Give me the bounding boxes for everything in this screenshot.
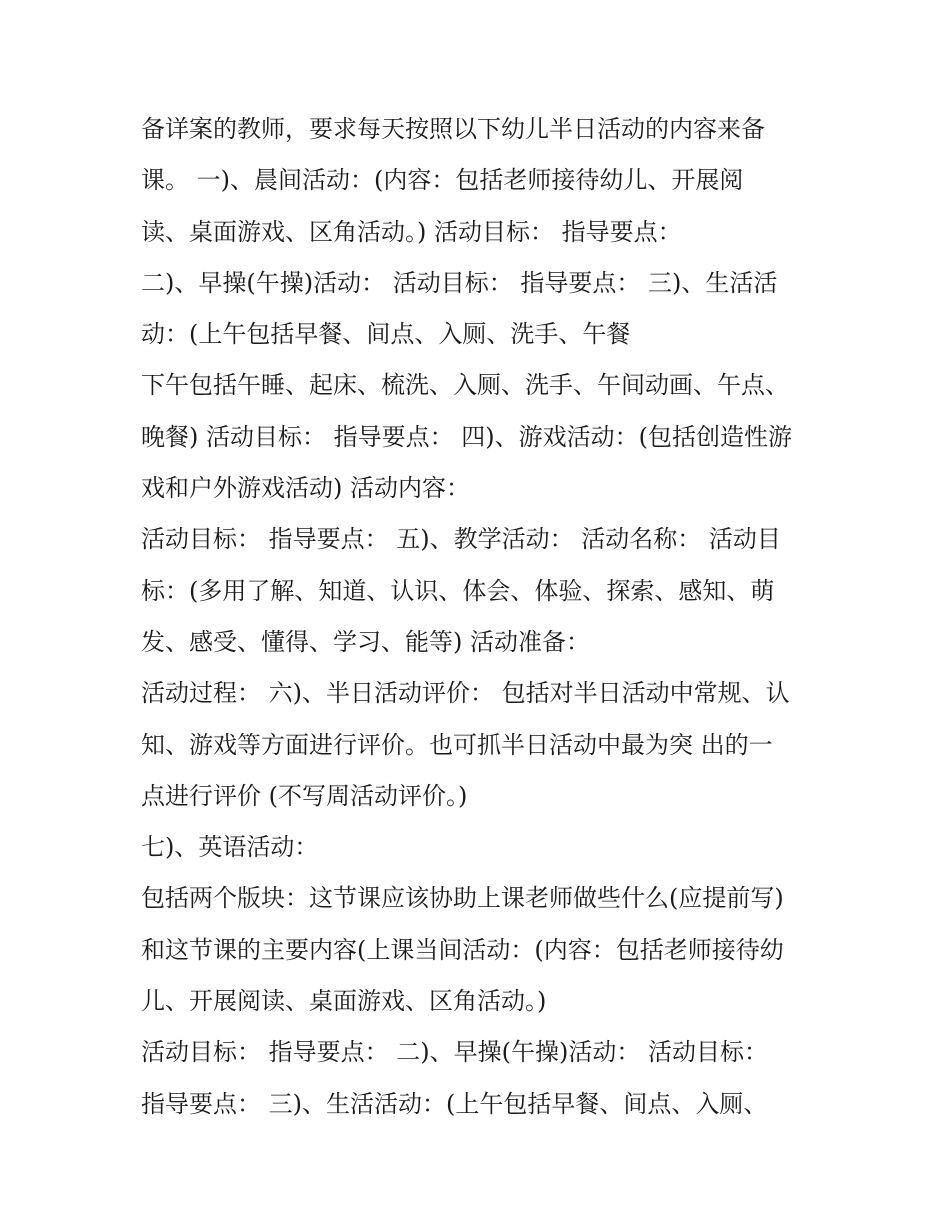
text-line: 晚餐) 活动目标： 指导要点： 四)、游戏活动：(包括创造性游 — [141, 422, 792, 451]
text-line: 点进行评价 (不写周活动评价。) — [141, 781, 468, 810]
text-line: 下午包括午睡、起床、梳洗、入厕、洗手、午间动画、午点、 — [141, 371, 789, 400]
text-line: 和这节课的主要内容(上课当间活动：(内容：包括老师接待幼 — [141, 935, 784, 964]
text-line: 活动目标： 指导要点： 五)、教学活动： 活动名称： 活动目 — [141, 525, 781, 554]
text-line: 知、游戏等方面进行评价。也可抓半日活动中最为突 出的一 — [141, 730, 773, 759]
text-line: 戏和户外游戏活动) 活动内容： — [141, 474, 470, 503]
text-line: 包括两个版块：这节课应该协助上课老师做些什么(应提前写) — [141, 884, 784, 913]
text-line: 指导要点： 三)、生活活动：(上午包括早餐、间点、入厕、 — [141, 1089, 768, 1118]
text-line: 二)、早操(午操)活动： 活动目标： 指导要点： 三)、生活活 — [141, 268, 778, 297]
text-line: 标：(多用了解、知道、认识、体会、体验、探索、感知、萌 — [141, 576, 775, 605]
text-line: 发、感受、懂得、学习、能等) 活动准备： — [141, 627, 590, 656]
body-text — [141, 104, 821, 1130]
text-line: 读、桌面游戏、区角活动。) 活动目标： 指导要点： — [141, 217, 682, 246]
text-line: 活动过程： 六)、半日活动评价： 包括对半日活动中常规、认 — [141, 679, 790, 708]
text-line: 动：(上午包括早餐、间点、入厕、洗手、午餐 — [141, 320, 631, 349]
text-line: 七)、英语活动： — [141, 833, 319, 862]
text-line: 活动目标： 指导要点： 二)、早操(午操)活动： 活动目标： — [141, 1038, 768, 1067]
text-line: 儿、开展阅读、桌面游戏、区角活动。) — [141, 987, 547, 1016]
text-line: 备详案的教师，要求每天按照以下幼儿半日活动的内容来备 — [141, 115, 765, 143]
text-line: 课。 一)、晨间活动：(内容：包括老师接待幼儿、开展阅 — [141, 166, 744, 195]
